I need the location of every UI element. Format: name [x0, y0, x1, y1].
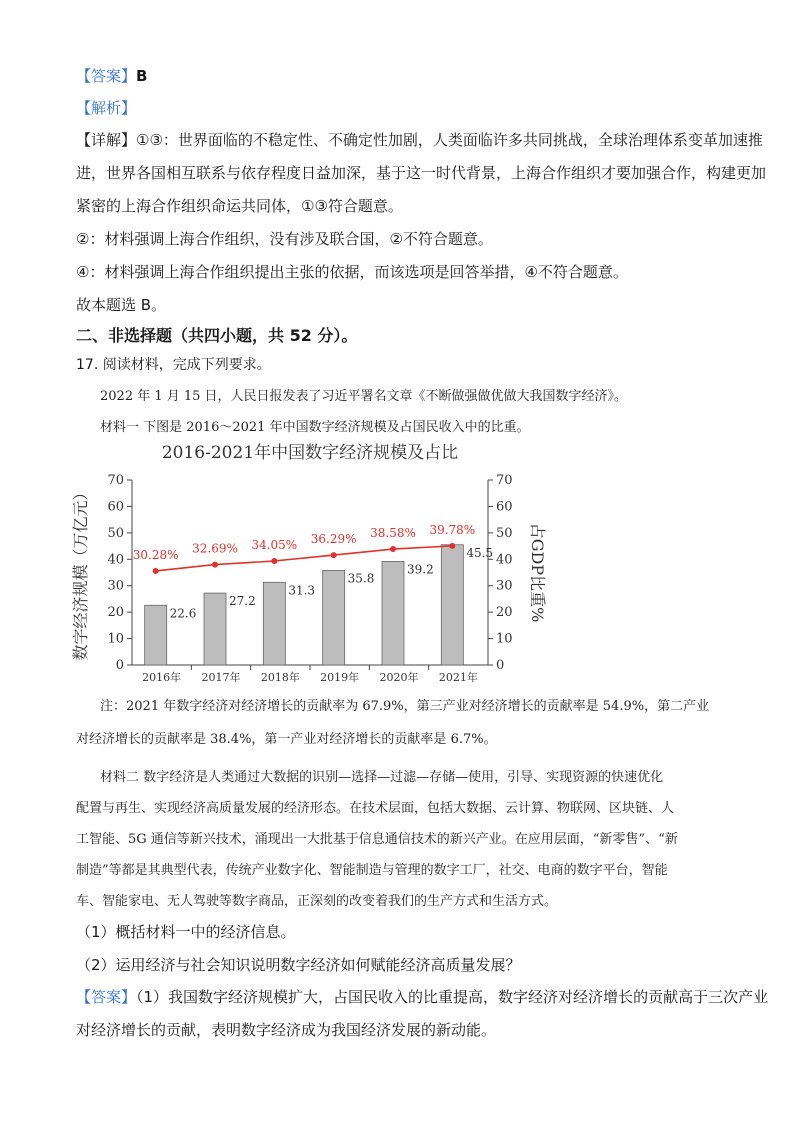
y2-tick-label: 20: [496, 605, 513, 621]
material-intro: 2022 年 1 月 15 日，人民日报发表了习近平署名文章《不断做强做优做大我国数字经济》。: [100, 389, 628, 404]
answer2-line-1: 【答案】（1）我国数字经济规模扩大，占国民收入的比重提高，数字经济对经济增长的贡献高于三次产业: [76, 988, 769, 1006]
detail-line-5: ④：材料强调上海合作组织提出主张的依据，而该选项是回答举措，④不符合题意。: [76, 263, 628, 281]
x-tick-label: 2020年: [379, 671, 419, 684]
ratio-point: [212, 562, 218, 568]
material2-line-1: 材料二 数字经济是人类通过大数据的识别—选择—过滤—存储—使用，引导、实现资源的快速优化: [100, 770, 664, 785]
bar: [263, 582, 285, 665]
y2-tick-label: 30: [496, 578, 513, 594]
bar-value-label: 35.8: [347, 571, 375, 586]
digital-economy-chart: [70, 440, 550, 690]
chart-note-line-2: 对经济增长的贡献率是 38.4%，第一产业对经济增长的贡献率是 6.7%。: [76, 732, 497, 747]
y-tick-label: 20: [107, 605, 124, 621]
ratio-label: 34.05%: [251, 538, 298, 553]
analysis-label: 【解析】: [76, 99, 137, 117]
ratio-point: [331, 552, 337, 558]
y2-tick-label: 50: [496, 525, 513, 541]
x-tick-label: 2021年: [438, 671, 478, 684]
y-tick-label: 50: [107, 525, 124, 541]
answer-value: B: [136, 67, 148, 85]
answer-line: [76, 66, 147, 86]
material1-title: 材料一 下图是 2016～2021 年中国数字经济规模及占国民收入中的比重。: [100, 420, 530, 435]
bar-value-label: 31.3: [288, 583, 316, 598]
sub-question-2: （2）运用经济与社会知识说明数字经济如何赋能经济高质量发展？: [76, 956, 521, 974]
bar: [145, 605, 167, 665]
answer2-line-2: 对经济增长的贡献，表明数字经济成为我国经济发展的新动能。: [76, 1021, 497, 1039]
y-tick-label: 60: [107, 499, 124, 515]
y-tick-label: 10: [107, 631, 124, 647]
bar-value-label: 39.2: [407, 562, 434, 577]
x-tick-label: 2018年: [260, 671, 300, 684]
x-tick-label: 2019年: [320, 671, 360, 684]
bar: [323, 570, 345, 665]
material2-line-4: 制造”等都是其典型代表，传统产业数字化、智能制造与管理的数字工厂，社交、电商的数字平台，智能: [76, 863, 668, 878]
ratio-label: 39.78%: [429, 522, 476, 537]
material2-line-5: 车、智能家电、无人驾驶等数字商品，正深刻的改变着我们的生产方式和生活方式。: [76, 894, 558, 909]
y-tick-label: 30: [107, 578, 124, 594]
detail-line-6: 故本题选 B。: [76, 296, 167, 314]
answer2-tag: 【答案】: [76, 988, 137, 1006]
ratio-label: 36.29%: [310, 532, 357, 547]
material2-line-2: 配置与再生、实现经济高质量发展的经济形态。在技术层面，包括大数据、云计算、物联网、区块链、人: [76, 801, 675, 816]
ratio-point: [153, 568, 159, 574]
bar: [204, 593, 226, 665]
y2-tick-label: 0: [496, 658, 505, 673]
y2-tick-label: 60: [496, 499, 513, 515]
section-heading: 二、非选择题（共四小题，共 52 分）。: [76, 326, 358, 345]
y-tick-label: 0: [115, 658, 124, 673]
detail-line-2: 进，世界各国相互联系与依存程度日益加深，基于这一时代背景，上海合作组织才要加强合作，构建更加: [76, 164, 767, 182]
ratio-point: [390, 546, 396, 552]
chart-y2-label: 占GDP比重%: [528, 522, 547, 623]
x-tick-label: 2017年: [201, 671, 241, 684]
chart-title: 2016-2021年中国数字经济规模及占比: [161, 443, 459, 463]
ratio-label: 30.28%: [132, 547, 179, 562]
detail-line-4: ②：材料强调上海合作组织，没有涉及联合国，②不符合题意。: [76, 230, 493, 248]
bar: [441, 545, 463, 665]
x-tick-label: 2016年: [142, 671, 182, 684]
y2-tick-label: 40: [496, 552, 513, 568]
sub-question-1: （1）概括材料一中的经济信息。: [76, 923, 296, 941]
material2-line-3: 工智能、5G 通信等新兴技术，涌现出一大批基于信息通信技术的新兴产业。在应用层面，“新零售”、“新: [76, 832, 678, 847]
chart-bars: [145, 545, 493, 665]
y2-tick-label: 70: [496, 473, 513, 488]
bar: [382, 561, 404, 665]
ratio-point: [449, 543, 455, 549]
bar-value-label: 27.2: [229, 594, 256, 609]
y2-tick-label: 10: [496, 631, 513, 647]
chart-note-line-1: 注：2021 年数字经济对经济增长的贡献率为 67.9%，第三产业对经济增长的贡献率是 54.9%，第二产业: [100, 699, 710, 714]
y-tick-label: 40: [107, 552, 124, 568]
detail-line-1: 【详解】①③：世界面临的不稳定性、不确定性加剧，人类面临许多共同挑战，全球治理体系变革加速推: [76, 131, 763, 149]
chart-y-label: 数字经济规模（万亿元）: [71, 484, 90, 661]
ratio-label: 38.58%: [370, 526, 416, 541]
ratio-label: 32.69%: [192, 541, 238, 556]
detail-tag: 【详解】: [76, 131, 137, 149]
answer-tag: 【答案】: [76, 67, 137, 85]
detail-line-3: 紧密的上海合作组织命运共同体，①③符合题意。: [76, 197, 403, 215]
bar-value-label: 45.5: [466, 545, 494, 560]
question-stem: 17. 阅读材料，完成下列要求。: [76, 357, 271, 373]
bar-value-label: 22.6: [169, 606, 197, 621]
ratio-point: [271, 558, 277, 564]
y-tick-label: 70: [107, 473, 124, 488]
